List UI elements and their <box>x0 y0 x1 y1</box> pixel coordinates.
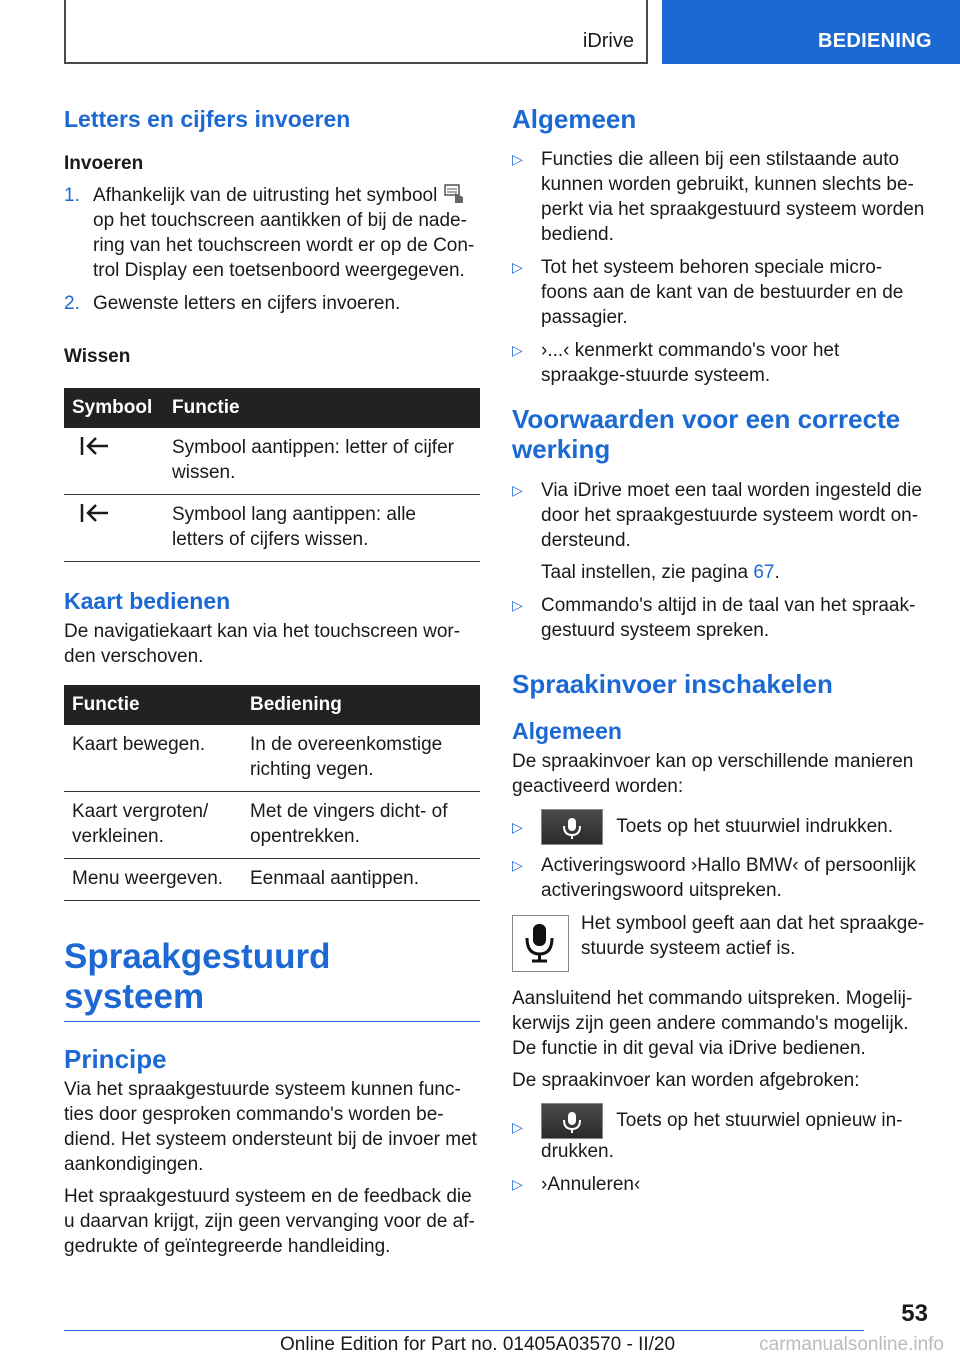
steering-wheel-voice-button-icon <box>541 809 603 845</box>
footer-edition: Online Edition for Part no. 01405A03570 - II/20 <box>280 1334 676 1355</box>
footer-divider <box>64 1330 864 1331</box>
triangle-bullet-icon: ▷ <box>512 482 523 498</box>
backspace-icon <box>72 508 112 529</box>
step-2 <box>64 291 480 316</box>
footer-watermark: carmanualsonline.info <box>759 1334 944 1355</box>
table-header: Bediening <box>242 685 480 725</box>
table-header: Functie <box>64 685 242 725</box>
page-reference-link[interactable]: 67 <box>753 562 775 583</box>
triangle-bullet-icon: ▷ <box>512 857 523 873</box>
list-item: ▷ Toets op het stuurwiel opnieuw in-drukken. <box>512 1103 928 1164</box>
triangle-bullet-icon: ▷ <box>512 597 523 613</box>
table-cell: Kaart bewegen. <box>64 725 242 792</box>
wissen-table <box>64 388 480 562</box>
right-column <box>512 96 928 1205</box>
triangle-bullet-icon: ▷ <box>512 259 523 275</box>
kaart-intro: De navigatiekaart kan via het touchscreen wor-den verschoven. <box>64 621 461 667</box>
microphone-icon <box>512 915 569 972</box>
spraak-title: Spraakgestuurd systeem <box>64 937 331 1016</box>
p-afgebroken: De spraakinvoer kan worden afgebroken: <box>512 1070 860 1091</box>
principe-p2: Het spraakgestuurd systeem en de feedback die u daarvan krijgt, zijn geen vervanging voor de af-gedrukte of geïntegreerde handleiding. <box>64 1186 475 1257</box>
table-cell: Menu weergeven. <box>64 859 242 901</box>
step-number: 2. <box>64 293 80 314</box>
step-text: Afhankelijk van de uitrusting het symbool <box>93 185 438 206</box>
table-row <box>64 725 480 792</box>
step-text: Gewenste letters en cijfers invoeren. <box>93 293 401 314</box>
header-left-box <box>64 0 648 64</box>
table-row <box>64 495 480 562</box>
wissen-title: Wissen <box>64 346 131 367</box>
table-row <box>64 428 480 495</box>
step-1 <box>64 183 480 283</box>
list-item: ▷ Tot het systeem behoren speciale micro-foons aan de kant van de bestuurder en de passagier. <box>512 257 904 328</box>
table-cell: Symbool aantippen: letter of cijfer wissen. <box>164 428 480 495</box>
header-section-tab <box>662 0 960 64</box>
principe-title: Principe <box>64 1044 167 1074</box>
inschakelen-title: Spraakinvoer inschakelen <box>512 669 833 699</box>
triangle-bullet-icon: ▷ <box>512 1176 523 1192</box>
inschakelen-intro: De spraakinvoer kan op verschillende manieren geactiveerd worden: <box>512 751 914 797</box>
table-cell: Kaart vergroten/ verkleinen. <box>64 792 242 859</box>
table-row <box>64 859 480 901</box>
p-aansluitend: Aansluitend het commando uitspreken. Mogelij-kerwijs zijn geen andere commando's mogelijk. De functie in dit geval via iDrive bedienen. <box>512 988 913 1059</box>
list-item: ▷ Commando's altijd in de taal van het spraak-gestuurd systeem spreken. <box>512 595 916 641</box>
voorwaarden-bullets <box>512 478 928 643</box>
left-column <box>64 96 480 1259</box>
header-section-label: BEDIENING <box>818 30 932 52</box>
table-cell: Symbool lang aantippen: alle letters of cijfers wissen. <box>164 495 480 562</box>
table-header: Symbool <box>64 388 164 428</box>
step-text-cont: op het touchscreen aantikken of bij de nade-ring van het touchscreen wordt er op de Con-trol Display een toetsenboord weergegeven. <box>93 210 475 281</box>
triangle-bullet-icon: ▷ <box>512 818 523 835</box>
triangle-bullet-icon: ▷ <box>512 1119 523 1135</box>
list-item: ▷ Functies die alleen bij een stilstaande auto kunnen worden gebruikt, kunnen slechts be-perkt via het spraakgestuurd systeem worden bediend. <box>512 149 925 245</box>
algemeen2-title: Algemeen <box>512 718 622 744</box>
kaart-table <box>64 685 480 901</box>
table-row <box>64 792 480 859</box>
triangle-bullet-icon: ▷ <box>512 342 523 358</box>
algemeen-title: Algemeen <box>512 104 637 134</box>
page-number: 53 <box>901 1300 928 1327</box>
list-item: ▷ Toets op het stuurwiel indrukken. <box>512 809 928 845</box>
keyboard-hand-icon <box>443 183 467 205</box>
backspace-icon <box>72 441 112 462</box>
invoeren-steps <box>64 183 480 316</box>
table-cell: Met de vingers dicht- of opentrekken. <box>242 792 480 859</box>
voice-symbol-note: Het symbool geeft aan dat het spraakge-stuurde systeem actief is. <box>512 911 928 972</box>
table-cell: In de overeenkomstige richting vegen. <box>242 725 480 792</box>
triangle-bullet-icon: ▷ <box>512 151 523 167</box>
kaart-title: Kaart bedienen <box>64 588 231 614</box>
principe-p1: Via het spraakgestuurde systeem kunnen func-ties door gesproken commando's worden be-diend. Het systeem ondersteunt bij de invoer met aankondigingen. <box>64 1079 477 1175</box>
invoeren-title: Invoeren <box>64 153 144 174</box>
list-item: ▷ ›Annuleren‹ <box>512 1174 641 1195</box>
algemeen-bullets <box>512 147 928 388</box>
list-item: ▷ Via iDrive moet een taal worden ingesteld die door het spraakgestuurde systeem wordt on-dersteund. Taal instellen, zie pagina 67. <box>512 480 922 583</box>
list-item: ▷ ›...‹ kenmerkt commando's voor het spraakge-stuurde systeem. <box>512 340 840 386</box>
table-cell: Eenmaal aantippen. <box>242 859 480 901</box>
spraak-title-underline <box>64 1017 480 1022</box>
list-item: ▷ Activeringswoord ›Hallo BMW‹ of persoonlijk activeringswoord uitspreken. <box>512 855 916 901</box>
steering-wheel-voice-button-icon <box>541 1103 603 1139</box>
header-idrive: iDrive <box>582 30 634 52</box>
letters-title: Letters en cijfers invoeren <box>64 106 351 132</box>
table-header: Functie <box>164 388 480 428</box>
voorwaarden-title: Voorwaarden voor een correcte werking <box>512 404 901 464</box>
step-number: 1. <box>64 185 80 206</box>
